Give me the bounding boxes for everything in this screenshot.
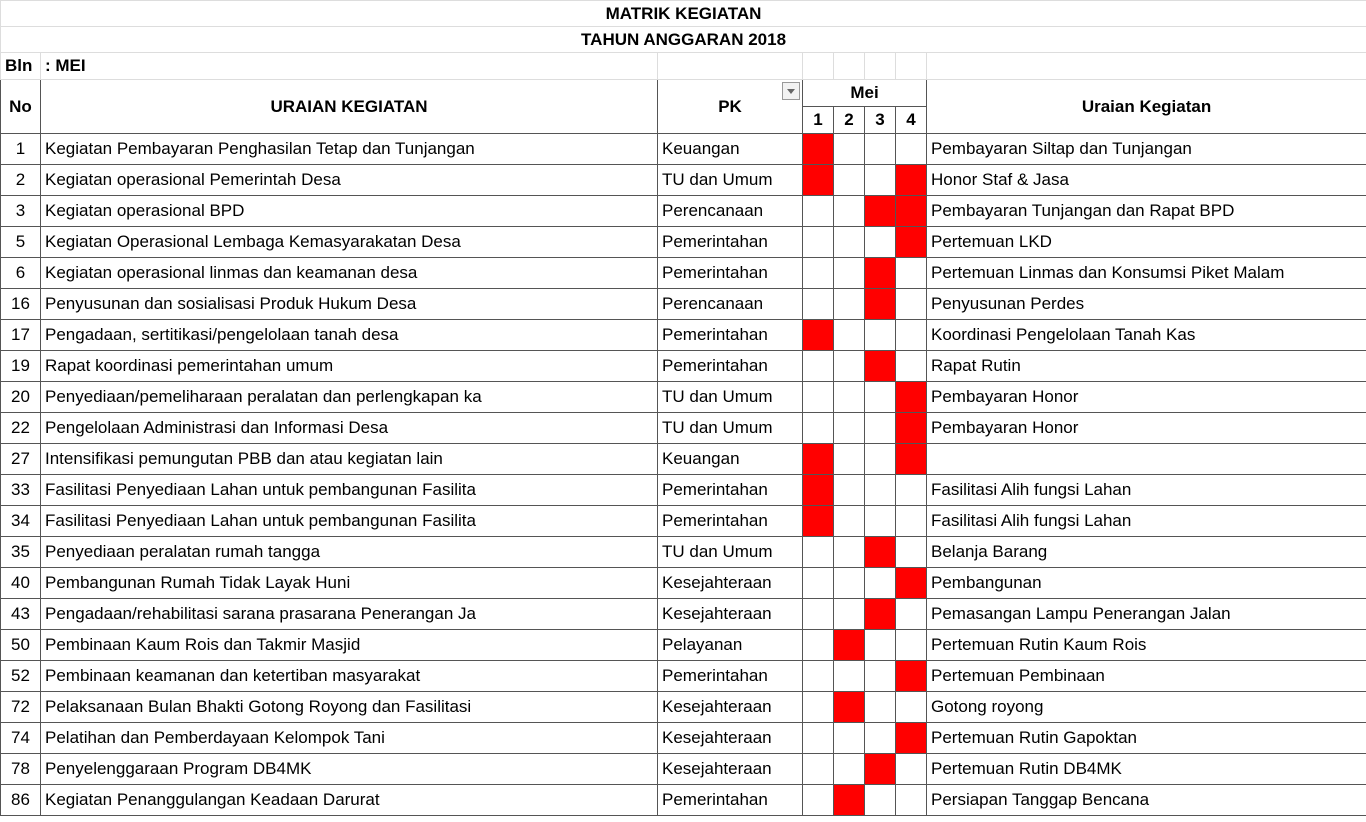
week-4-cell[interactable] [896,351,927,382]
row-uraian-detail-cell[interactable]: Pertemuan Rutin Gapoktan [927,723,1366,754]
week-1-cell[interactable] [803,413,834,444]
row-uraian-detail-cell[interactable]: Fasilitasi Alih fungsi Lahan [927,506,1366,537]
header-week-2: 2 [834,107,865,134]
row-uraian-detail-cell[interactable]: Pembayaran Siltap dan Tunjangan [927,134,1366,165]
header-week-1: 1 [803,107,834,134]
row-uraian-cell[interactable]: Penyediaan/pemeliharaan peralatan dan perlengkapan ka [41,382,658,413]
row-uraian-detail-cell[interactable]: Persiapan Tanggap Bencana [927,785,1366,816]
table-row [1,723,1366,754]
week-3-scheduled-cell[interactable] [865,351,896,382]
row-pk-cell[interactable]: Kesejahteraan [658,754,803,785]
table-row [1,289,1366,320]
row-no-cell[interactable]: 52 [1,661,41,692]
week-4-cell[interactable] [896,506,927,537]
row-no-cell[interactable]: 16 [1,289,41,320]
table-row [1,506,1366,537]
week-4-cell[interactable] [896,134,927,165]
row-no-cell[interactable]: 43 [1,599,41,630]
row-pk-cell[interactable]: Kesejahteraan [658,723,803,754]
week-3-scheduled-cell[interactable] [865,754,896,785]
week-2-cell[interactable] [834,568,865,599]
row-uraian-detail-cell[interactable]: Pertemuan Pembinaan [927,661,1366,692]
week-2-cell[interactable] [834,196,865,227]
row-no-cell[interactable]: 27 [1,444,41,475]
row-uraian-detail-cell[interactable]: Penyusunan Perdes [927,289,1366,320]
week-4-cell[interactable] [896,692,927,723]
row-no-cell[interactable]: 6 [1,258,41,289]
table-row [1,661,1366,692]
week-4-scheduled-cell[interactable] [896,568,927,599]
row-pk-cell[interactable]: Kesejahteraan [658,692,803,723]
filter-dropdown-icon[interactable] [782,82,800,100]
week-2-cell[interactable] [834,227,865,258]
row-uraian-detail-cell[interactable]: Pertemuan Rutin Kaum Rois [927,630,1366,661]
week-1-cell[interactable] [803,289,834,320]
week-3-cell[interactable] [865,568,896,599]
week-2-cell[interactable] [834,289,865,320]
row-uraian-cell[interactable]: Pelatihan dan Pemberdayaan Kelompok Tani [41,723,658,754]
week-1-scheduled-cell[interactable] [803,475,834,506]
week-2-cell[interactable] [834,506,865,537]
week-2-cell[interactable] [834,258,865,289]
week-2-cell[interactable] [834,444,865,475]
row-pk-cell[interactable]: TU dan Umum [658,537,803,568]
week-4-cell[interactable] [896,785,927,816]
row-uraian-cell[interactable]: Kegiatan operasional linmas dan keamanan desa [41,258,658,289]
week-1-scheduled-cell[interactable] [803,165,834,196]
week-2-cell[interactable] [834,351,865,382]
week-3-cell[interactable] [865,165,896,196]
row-uraian-cell[interactable]: Pembangunan Rumah Tidak Layak Huni [41,568,658,599]
row-uraian-detail-cell[interactable]: Pembayaran Tunjangan dan Rapat BPD [927,196,1366,227]
week-2-cell[interactable] [834,320,865,351]
week-2-cell[interactable] [834,661,865,692]
week-4-scheduled-cell[interactable] [896,444,927,475]
row-uraian-detail-cell[interactable]: Pertemuan Rutin DB4MK [927,754,1366,785]
row-pk-cell[interactable]: Perencanaan [658,196,803,227]
week-3-cell[interactable] [865,227,896,258]
week-4-scheduled-cell[interactable] [896,165,927,196]
row-no-cell[interactable]: 22 [1,413,41,444]
week-3-scheduled-cell[interactable] [865,258,896,289]
row-uraian-detail-cell[interactable]: Pembangunan [927,568,1366,599]
week-2-cell[interactable] [834,599,865,630]
week-1-cell[interactable] [803,723,834,754]
row-uraian-cell[interactable]: Kegiatan operasional BPD [41,196,658,227]
week-2-cell[interactable] [834,165,865,196]
week-3-cell[interactable] [865,785,896,816]
week-2-cell[interactable] [834,134,865,165]
week-3-cell[interactable] [865,382,896,413]
row-no-cell[interactable]: 1 [1,134,41,165]
week-1-scheduled-cell[interactable] [803,444,834,475]
row-uraian-cell[interactable]: Kegiatan Operasional Lembaga Kemasyarakatan Desa [41,227,658,258]
week-1-scheduled-cell[interactable] [803,506,834,537]
row-no-cell[interactable]: 2 [1,165,41,196]
row-no-cell[interactable]: 86 [1,785,41,816]
week-4-scheduled-cell[interactable] [896,723,927,754]
week-4-cell[interactable] [896,630,927,661]
week-1-cell[interactable] [803,661,834,692]
table-row [1,754,1366,785]
row-no-cell[interactable]: 78 [1,754,41,785]
row-pk-cell[interactable]: Kesejahteraan [658,568,803,599]
week-1-cell[interactable] [803,568,834,599]
week-1-cell[interactable] [803,351,834,382]
row-no-cell[interactable]: 50 [1,630,41,661]
row-uraian-cell[interactable]: Penyusunan dan sosialisasi Produk Hukum Desa [41,289,658,320]
row-uraian-detail-cell[interactable]: Fasilitasi Alih fungsi Lahan [927,475,1366,506]
row-uraian-detail-cell[interactable]: Rapat Rutin [927,351,1366,382]
week-3-scheduled-cell[interactable] [865,196,896,227]
month-label: Bln [1,53,41,80]
row-uraian-detail-cell[interactable]: Pemasangan Lampu Penerangan Jalan [927,599,1366,630]
table-row [1,630,1366,661]
table-row [1,196,1366,227]
table-row [1,258,1366,289]
week-1-cell[interactable] [803,258,834,289]
week-3-scheduled-cell[interactable] [865,289,896,320]
row-uraian-cell[interactable]: Pengelolaan Administrasi dan Informasi Desa [41,413,658,444]
week-3-cell[interactable] [865,134,896,165]
table-row [1,351,1366,382]
week-3-cell[interactable] [865,320,896,351]
week-4-scheduled-cell[interactable] [896,196,927,227]
row-pk-cell[interactable]: Perencanaan [658,289,803,320]
week-3-cell[interactable] [865,661,896,692]
table-row [1,599,1366,630]
week-2-cell[interactable] [834,475,865,506]
row-pk-cell[interactable]: TU dan Umum [658,165,803,196]
week-3-cell[interactable] [865,444,896,475]
table-row [1,320,1366,351]
row-pk-cell[interactable]: Pelayanan [658,630,803,661]
row-pk-cell[interactable]: TU dan Umum [658,382,803,413]
week-1-cell[interactable] [803,599,834,630]
row-no-cell[interactable]: 33 [1,475,41,506]
table-row [1,165,1366,196]
row-pk-cell[interactable]: Pemerintahan [658,475,803,506]
week-1-cell[interactable] [803,754,834,785]
row-uraian-cell[interactable]: Pelaksanaan Bulan Bhakti Gotong Royong dan Fasilitasi [41,692,658,723]
table-row [1,475,1366,506]
row-uraian-cell[interactable]: Fasilitasi Penyediaan Lahan untuk pembangunan Fasilita [41,506,658,537]
row-uraian-cell[interactable]: Rapat koordinasi pemerintahan umum [41,351,658,382]
row-no-cell[interactable]: 72 [1,692,41,723]
week-2-scheduled-cell[interactable] [834,785,865,816]
row-uraian-detail-cell[interactable]: Pembayaran Honor [927,413,1366,444]
row-uraian-cell[interactable]: Pengadaan, sertitikasi/pengelolaan tanah desa [41,320,658,351]
row-pk-cell[interactable]: Keuangan [658,444,803,475]
table-row [1,382,1366,413]
table-row [1,413,1366,444]
row-uraian-cell[interactable]: Penyelenggaraan Program DB4MK [41,754,658,785]
week-2-cell[interactable] [834,723,865,754]
table-row [1,227,1366,258]
week-1-scheduled-cell[interactable] [803,134,834,165]
week-4-cell[interactable] [896,754,927,785]
row-uraian-detail-cell[interactable]: Honor Staf & Jasa [927,165,1366,196]
week-2-cell[interactable] [834,537,865,568]
table-row [1,785,1366,816]
week-3-cell[interactable] [865,630,896,661]
week-4-cell[interactable] [896,289,927,320]
header-pk[interactable] [658,80,803,134]
week-2-scheduled-cell[interactable] [834,630,865,661]
header-month: Mei [803,80,927,107]
week-3-cell[interactable] [865,475,896,506]
row-pk-cell[interactable]: TU dan Umum [658,413,803,444]
row-pk-cell[interactable]: Pemerintahan [658,785,803,816]
row-pk-cell[interactable]: Pemerintahan [658,351,803,382]
week-1-cell[interactable] [803,630,834,661]
row-pk-cell[interactable]: Keuangan [658,134,803,165]
row-uraian-cell[interactable]: Kegiatan Penanggulangan Keadaan Darurat [41,785,658,816]
row-uraian-detail-cell[interactable]: Koordinasi Pengelolaan Tanah Kas [927,320,1366,351]
week-1-cell[interactable] [803,196,834,227]
header-week-4: 4 [896,107,927,134]
row-no-cell[interactable]: 20 [1,382,41,413]
week-1-cell[interactable] [803,537,834,568]
row-uraian-cell[interactable]: Pengadaan/rehabilitasi sarana prasarana Penerangan Ja [41,599,658,630]
row-uraian-detail-cell[interactable] [927,444,1366,475]
row-uraian-cell[interactable]: Pembinaan Kaum Rois dan Takmir Masjid [41,630,658,661]
row-no-cell[interactable]: 5 [1,227,41,258]
table-row [1,134,1366,165]
fiscal-year-subtitle: TAHUN ANGGARAN 2018 [1,27,1366,53]
row-no-cell[interactable]: 3 [1,196,41,227]
row-pk-cell[interactable]: Pemerintahan [658,661,803,692]
row-pk-cell[interactable]: Kesejahteraan [658,599,803,630]
row-uraian-cell[interactable]: Fasilitasi Penyediaan Lahan untuk pembangunan Fasilita [41,475,658,506]
week-3-scheduled-cell[interactable] [865,599,896,630]
row-pk-cell[interactable]: Pemerintahan [658,227,803,258]
week-2-cell[interactable] [834,754,865,785]
week-3-cell[interactable] [865,723,896,754]
header-pk-label: PK [718,96,742,116]
row-no-cell[interactable]: 19 [1,351,41,382]
row-pk-cell[interactable]: Pemerintahan [658,506,803,537]
row-no-cell[interactable]: 74 [1,723,41,754]
matrix-title: MATRIK KEGIATAN [1,1,1366,27]
week-4-scheduled-cell[interactable] [896,661,927,692]
header-week-3: 3 [865,107,896,134]
row-no-cell[interactable]: 40 [1,568,41,599]
row-no-cell[interactable]: 35 [1,537,41,568]
week-1-scheduled-cell[interactable] [803,320,834,351]
week-3-cell[interactable] [865,413,896,444]
row-uraian-detail-cell[interactable]: Pembayaran Honor [927,382,1366,413]
week-2-cell[interactable] [834,382,865,413]
week-2-cell[interactable] [834,413,865,444]
table-row [1,537,1366,568]
row-uraian-detail-cell[interactable]: Pertemuan LKD [927,227,1366,258]
row-uraian-detail-cell[interactable]: Pertemuan Linmas dan Konsumsi Piket Malam [927,258,1366,289]
week-1-cell[interactable] [803,692,834,723]
week-4-cell[interactable] [896,599,927,630]
week-3-cell[interactable] [865,692,896,723]
row-uraian-cell[interactable]: Kegiatan Pembayaran Penghasilan Tetap dan Tunjangan [41,134,658,165]
header-no: No [1,80,41,134]
row-uraian-cell[interactable]: Penyediaan peralatan rumah tangga [41,537,658,568]
week-4-scheduled-cell[interactable] [896,227,927,258]
week-4-cell[interactable] [896,258,927,289]
week-4-scheduled-cell[interactable] [896,413,927,444]
month-value: : MEI [41,53,658,80]
row-uraian-cell[interactable]: Kegiatan operasional Pemerintah Desa [41,165,658,196]
week-1-cell[interactable] [803,785,834,816]
week-1-cell[interactable] [803,382,834,413]
row-no-cell[interactable]: 34 [1,506,41,537]
week-2-scheduled-cell[interactable] [834,692,865,723]
week-4-cell[interactable] [896,537,927,568]
table-row [1,568,1366,599]
row-uraian-cell[interactable]: Pembinaan keamanan dan ketertiban masyarakat [41,661,658,692]
header-uraian-kegiatan: URAIAN KEGIATAN [41,80,658,134]
row-uraian-detail-cell[interactable]: Belanja Barang [927,537,1366,568]
row-uraian-cell[interactable]: Intensifikasi pemungutan PBB dan atau kegiatan lain [41,444,658,475]
row-pk-cell[interactable]: Pemerintahan [658,320,803,351]
week-4-scheduled-cell[interactable] [896,382,927,413]
row-uraian-detail-cell[interactable]: Gotong royong [927,692,1366,723]
week-4-cell[interactable] [896,320,927,351]
header-uraian-kegiatan-detail: Uraian Kegiatan [927,80,1366,134]
week-3-scheduled-cell[interactable] [865,537,896,568]
table-row [1,444,1366,475]
week-1-cell[interactable] [803,227,834,258]
row-pk-cell[interactable]: Pemerintahan [658,258,803,289]
row-no-cell[interactable]: 17 [1,320,41,351]
table-row [1,692,1366,723]
week-4-cell[interactable] [896,475,927,506]
week-3-cell[interactable] [865,506,896,537]
